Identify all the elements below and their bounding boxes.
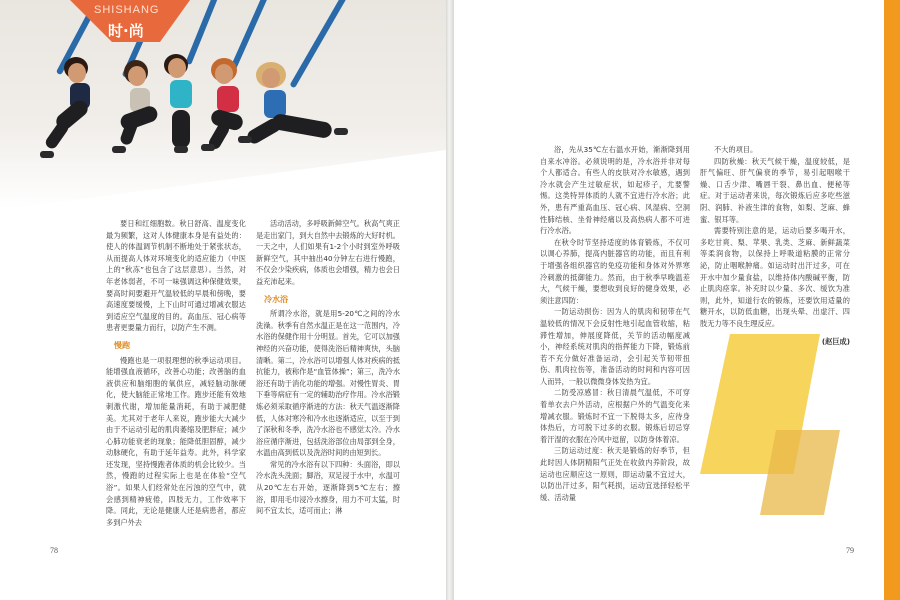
paragraph: 浴，先从35℃左右温水开始，渐渐降到用自来水冲浴。必须说明的是，冷水浴并非对每个人都适合。有些人的皮肤对冷水敏感，遇到冷水就会产生过敏症状，如起疹子，尤要警惕。这类特异体质的人就不宜进行冷水浴；此外，患有严重高血压、冠心病、风湿病、空洞性肺结核、坐骨神经痛以及高热病人都不可进行冷水浴。: [540, 145, 690, 236]
photo-diagonal-edge: [0, 150, 446, 210]
paragraph: 二防受凉感冒：秋日清晨气温低，不可穿着单衣去户外活动，应根据户外的气温变化来增减衣服。锻炼时不宜一下脱得太多，应待身体热后，方可脱下过多的衣服。锻炼后切忌穿着汗湿的衣服在冷风中逗留，以防身体着凉。: [540, 388, 690, 444]
section-heading: 慢跑: [114, 340, 130, 350]
section-heading: 冷水浴: [264, 294, 288, 304]
left-page: [0, 0, 446, 600]
page-number-left: 78: [50, 546, 58, 555]
fitness-photo: [0, 0, 446, 210]
paragraph: 需要特别注意的是，运动后要多喝开水，多吃甘爽、梨、苹果、乳类、芝麻、新鲜蔬菜等柔润食物，以保持上呼吸道粘膜的正常分泌，防止咽喉肿痛。如运动时出汗过多，可在开水中加少量食盐，以维持体内酸碱平衡，防止肌肉痉挛。补充时以少量、多次、缓饮为准则，此外，知道行农的锻炼，还要饮用适量的糖开水，以防低血糖，出现头晕、出虚汗、四肢无力等不良生理反应。: [700, 226, 850, 328]
page-number-right: 79: [846, 546, 854, 555]
logo-english-text: SHISHANG: [94, 4, 160, 16]
text-column-3: [540, 144, 690, 503]
logo-chinese-text: 时·尚: [108, 22, 144, 40]
paragraph: 常见的冷水浴有以下四种：头面浴，即以冷水洗头洗面；脚浴，双足浸于水中，水温可从20℃左右开始，逐渐降到5℃左右；擦浴，即用毛巾浸冷水擦身，用力不可太猛，时间不宜太长，适可而止；淋: [256, 459, 400, 516]
spine-gutter: [446, 0, 454, 600]
paragraph: 活动活动，多呼吸新鲜空气。秋高气爽正是走出家门，到大自然中去锻炼的大好时机。一天之中，人们如果有1-2个小时到室外呼吸新鲜空气，其中抽出40分钟左右进行慢跑，不仅会少染疾病，体质也会增强，精力也会日益充沛起来。: [256, 219, 400, 286]
paragraph: 慢跑也是一项很理想的秋季运动项目。能增强血液循环，改善心功能；改善脑的血液供应和脑细胞的氧供应，减轻脑动脉硬化，使大脑能正常地工作。跑步还能有效地刺激代谢，增加能量消耗，有助于减肥健美。尤其对于老年人来说，跑步能大大减少由于不运动引起的肌肉萎缩及肥胖症；减少心肺功能衰老的现象；能降低胆固醇，减少动脉硬化，有助于延年益寿。此外，科学家还发现，坚持慢跑者体质的机会比较少。当然，慢跑的过程实际上也是在体验“空气浴”。如果人们经常处在污浊的空气中，就会感到精神疲倦，四肢无力，工作效率下降。同此，无论是健康人还是病患者，都应多到户外去: [106, 355, 246, 527]
text-column-4: [700, 144, 850, 347]
paragraph: 在秋令时节坚持适度的体育锻炼，不仅可以调心养肺，提高内脏器官的功能，而且有利于增强各组织器官的免疫功能和身体对外界寒冷刺激的抵御能力。然而，由于秋季早晚温差大，气候干燥，要想收到良好的健身效果，必须注意四防：: [540, 237, 690, 305]
paragraph: 三防运动过度：秋天是锻炼的好季节，但此时因人体阴精阳气正处在收敛内养阶段，故运动也应顺应这一原则，即运动量不宜过大，以防出汗过多，阳气耗损，运动宜选择轻松平缓、活动量: [540, 446, 690, 502]
paragraph: 要日和红细胞数。秋日舒高、温度变化最为频繁，这对人体健康本身是有益处的：使人的体温调节机制不断地处于紧张状态，从而提高人体对环境变化的适应能力（中医上的“秋冻”也包含了这层意思）。当然，对年老体弱者，不可一味强调这种保健效果，要高时间要避开气温较低的早晨和傍晚，要高速度要缓慢，上下山时可通过增减衣服达到适应空气温度的目的。高血压、冠心病等患者更要量力而行，以防产生不测。: [106, 219, 246, 333]
paragraph: 所谓冷水浴，就是用5-20℃之间的冷水洗澡。秋季有自然水温正是在这一范围内，冷水浴的保健作用十分明显。首先，它可以加强神经的兴奋功能，使得洗浴后精神爽快，头脑清晰。第二，冷水浴可以增强人体对疾病的抵抗能力，被称作是“血管体操”；第三，洗冷水浴还有助于消化功能的增强。对慢性胃炎、胃下垂等病症有一定的辅助治疗作用。冷水浴锻炼必须采取循序渐进的方法：秋天气温逐渐降低，人体对寒冷和冷水也逐渐适应，以至于到了深秋和冬季，洗冷水浴也不感觉太冷。冷水浴应循序渐进，包括洗浴部位由局部到全身，水温由高到低以及洗浴时间的由短到长。: [256, 309, 401, 458]
page-edge-bar: [884, 0, 900, 600]
paragraph: 不大的项目。: [714, 145, 758, 154]
author-signoff: (赵巨成): [821, 336, 850, 346]
paragraph: 一防运动损伤：因为人的肌肉和韧带在气温较低的情况下会反射性地引起血管收缩，粘滞性增加，伸展度降低，关节的活动幅度减小，神经系统对肌肉的指挥能力下降，锻炼前若不充分做好准备运动，会引起关节韧带扭伤、肌肉拉伤等，准备活动的时间和内容可因人而异，一般以微微身体发热为宜。: [540, 307, 690, 386]
suspension-strap: [289, 0, 350, 88]
suspension-strap: [185, 0, 221, 65]
paragraph: 四防秋燥：秋天气候干燥，温度较低，是肝气偏旺、肝气偏衰的季节，易引起咽喉干燥、口舌少津、嘴唇干裂、鼻出血、便秘等症。对于运动者来说，每次锻炼后应多吃些滋阴、润肺、补液生津的食物，如梨、芝麻、蜂蜜、银耳等。: [700, 156, 850, 224]
text-column-2: [256, 218, 400, 517]
right-page: [454, 0, 900, 600]
text-column-1: [106, 218, 246, 528]
